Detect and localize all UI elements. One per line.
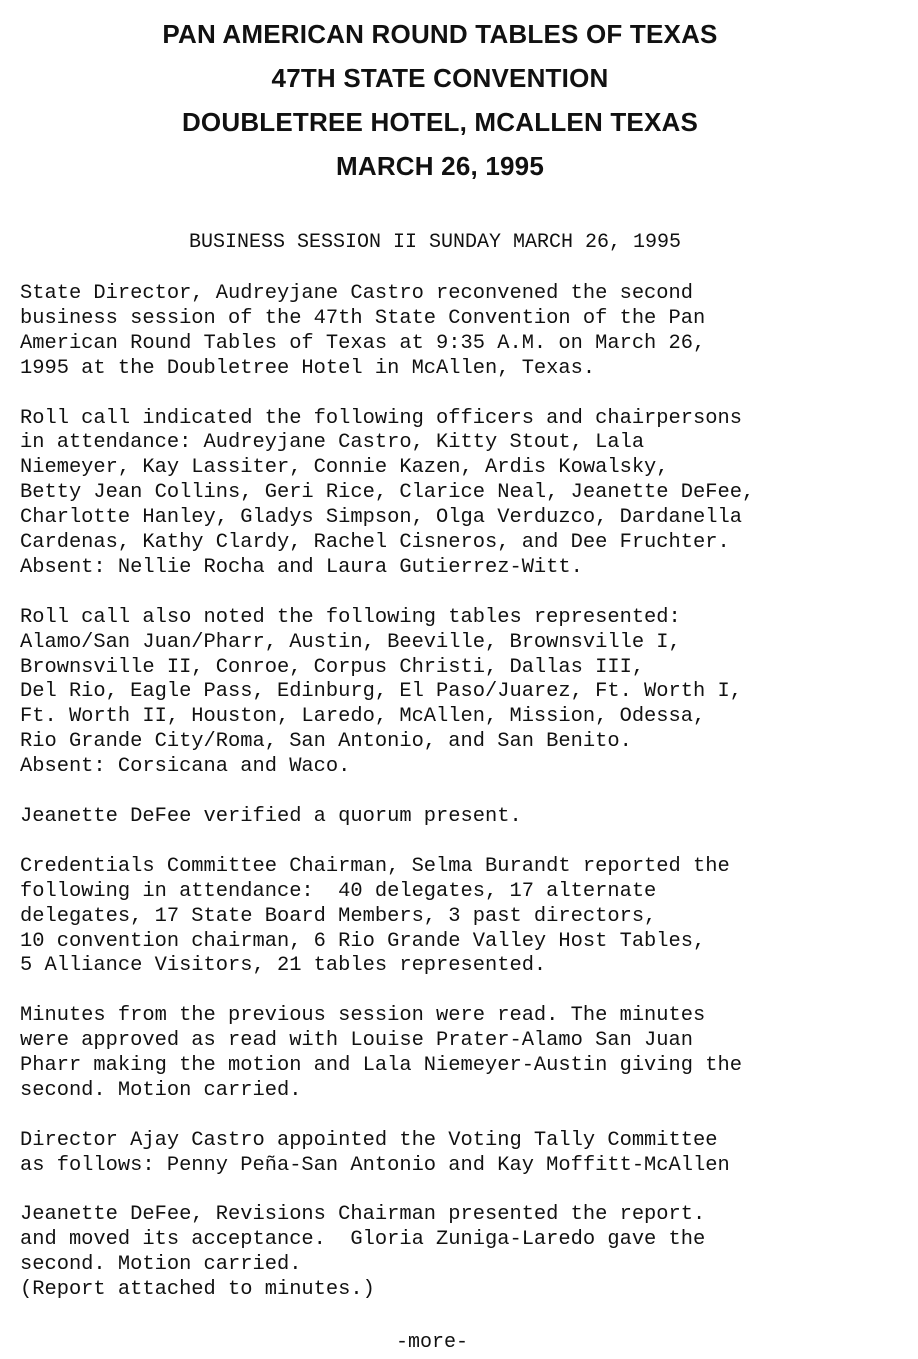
text-line: 1995 at the Doubletree Hotel in McAllen, Texas. <box>20 356 596 380</box>
minutes-body <box>20 282 915 1328</box>
paragraph-reconvene <box>20 282 915 382</box>
header-venue: DOUBLETREE HOTEL, MCALLEN TEXAS <box>181 107 699 137</box>
text-line: following in attendance: 40 delegates, 17 alternate <box>20 879 657 903</box>
text-line: Roll call also noted the following tables represented: <box>20 605 681 629</box>
text-line: Ft. Worth II, Houston, Laredo, McAllen, Mission, Odessa, <box>20 705 706 729</box>
text-line: Alamo/San Juan/Pharr, Austin, Beeville, Brownsville I, <box>20 630 681 654</box>
text-line: (Report attached to minutes.) <box>20 1278 375 1302</box>
text-line: Pharr making the motion and Lala Niemeyer-Austin giving the <box>20 1054 742 1078</box>
text-line: Cardenas, Kathy Clardy, Rachel Cisneros, and Dee Fruchter. <box>20 531 730 555</box>
text-line: Niemeyer, Kay Lassiter, Connie Kazen, Ardis Kowalsky, <box>20 456 669 480</box>
text-line: Jeanette DeFee, Revisions Chairman presented the report. <box>20 1203 706 1227</box>
document-header <box>0 12 880 188</box>
paragraph-revisions <box>20 1203 915 1303</box>
text-line: Absent: Corsicana and Waco. <box>20 755 351 779</box>
text-line: Director Ajay Castro appointed the Voting Tally Committee <box>20 1128 718 1152</box>
text-line: State Director, Audreyjane Castro reconvened the second <box>20 282 694 305</box>
paragraph-minutes-approval <box>20 1004 915 1104</box>
more-indicator: -more- <box>395 1331 468 1354</box>
text-line: Betty Jean Collins, Geri Rice, Clarice Neal, Jeanette DeFee, <box>20 481 755 505</box>
text-line: in attendance: Audreyjane Castro, Kitty Stout, Lala <box>20 431 645 455</box>
text-line: Brownsville II, Conroe, Corpus Christi, Dallas III, <box>20 655 645 679</box>
text-line: and moved its acceptance. Gloria Zuniga-Laredo gave the <box>20 1228 706 1252</box>
session-title: BUSINESS SESSION II SUNDAY MARCH 26, 1995 <box>188 231 682 254</box>
paragraph-credentials <box>20 855 915 980</box>
header-convention: 47TH STATE CONVENTION <box>271 63 609 93</box>
paragraph-quorum <box>20 805 915 830</box>
text-line: were approved as read with Louise Prater-Alamo San Juan <box>20 1029 694 1053</box>
text-line: Credentials Committee Chairman, Selma Burandt reported the <box>20 854 730 878</box>
text-line: American Round Tables of Texas at 9:35 A.M. on March 26, <box>20 331 706 355</box>
text-line: Roll call indicated the following officers and chairpersons <box>20 406 742 430</box>
header-date: MARCH 26, 1995 <box>336 151 544 181</box>
text-line: 5 Alliance Visitors, 21 tables represented. <box>20 954 547 978</box>
text-line: business session of the 47th State Convention of the Pan <box>20 306 706 330</box>
text-line: delegates, 17 State Board Members, 3 past directors, <box>20 904 657 928</box>
text-line: Rio Grande City/Roma, San Antonio, and San Benito. <box>20 730 632 754</box>
text-line: Charlotte Hanley, Gladys Simpson, Olga Verduzco, Dardanella <box>20 506 742 530</box>
paragraph-roll-call-officers <box>20 407 915 581</box>
text-line: Jeanette DeFee verified a quorum present. <box>20 804 522 828</box>
text-line: Absent: Nellie Rocha and Laura Gutierrez-Witt. <box>20 555 583 579</box>
text-line: Del Rio, Eagle Pass, Edinburg, El Paso/Juarez, Ft. Worth I, <box>20 680 742 704</box>
header-organization: PAN AMERICAN ROUND TABLES OF TEXAS <box>162 19 718 49</box>
text-line: second. Motion carried. <box>20 1078 302 1102</box>
text-line: as follows: Penny Peña-San Antonio and Kay Moffitt-McAllen <box>20 1153 730 1177</box>
text-line: second. Motion carried. <box>20 1253 302 1277</box>
text-line: Minutes from the previous session were read. The minutes <box>20 1004 706 1028</box>
paragraph-roll-call-tables <box>20 606 915 780</box>
text-line: 10 convention chairman, 6 Rio Grande Valley Host Tables, <box>20 929 706 953</box>
paragraph-tally-committee <box>20 1129 915 1179</box>
